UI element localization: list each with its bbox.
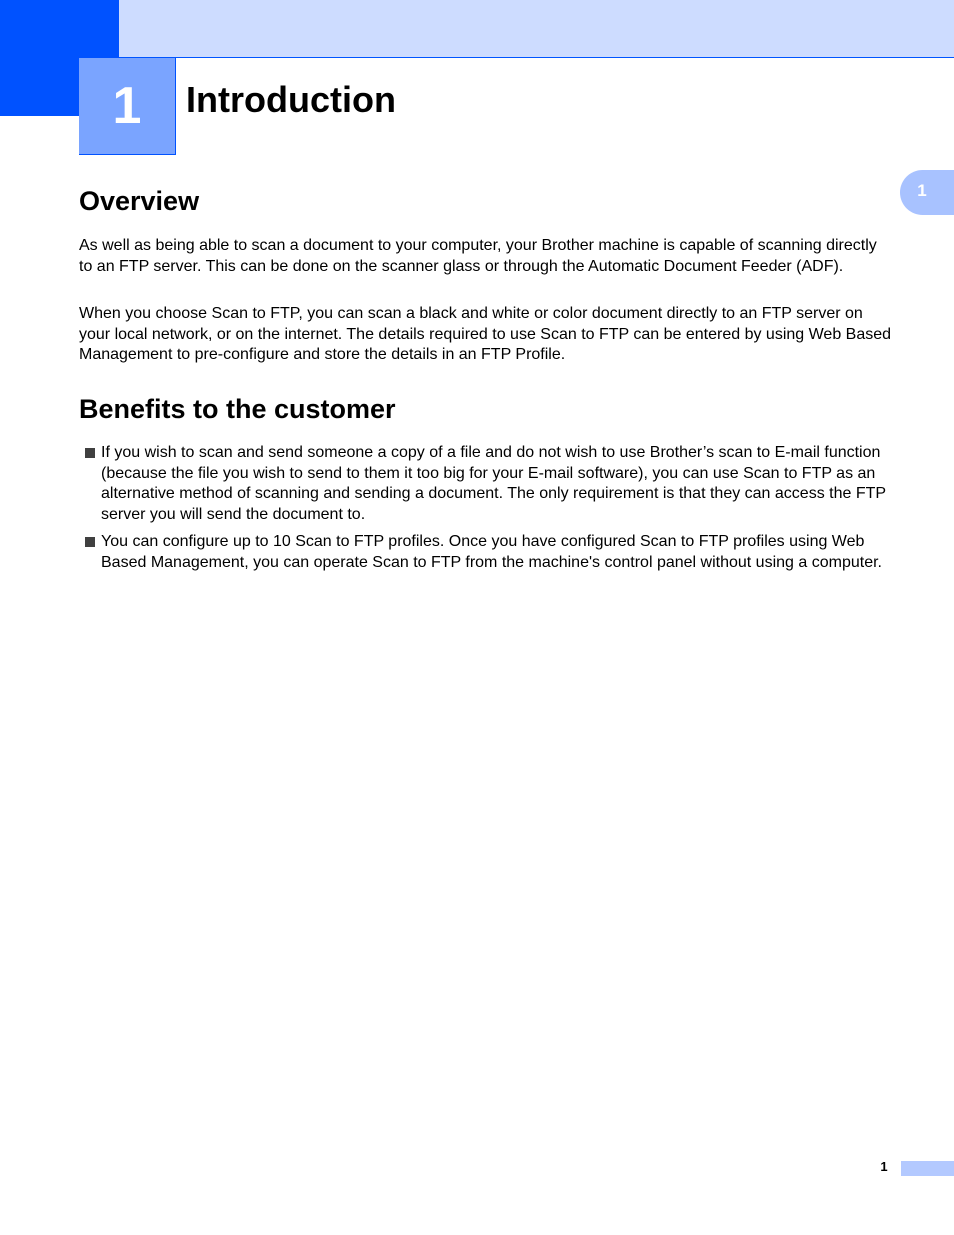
overview-paragraph-2: When you choose Scan to FTP, you can scan a black and white or color document directly to an FTP server on your local network, or on the internet. The details required to use Scan to FTP can be entered by using Web Based Management to pre-configure and store the details in an FTP Profile. <box>79 305 892 363</box>
page-number: 1 <box>880 1159 888 1174</box>
chapter-side-tab <box>900 170 954 215</box>
square-bullet-icon <box>85 537 95 547</box>
chapter-title: Introduction <box>186 79 396 120</box>
chapter-number: 1 <box>112 77 142 135</box>
benefits-item-text: You can configure up to 10 Scan to FTP profiles. Once you have configured Scan to FTP profiles using Web Based Management, you can operate Scan to FTP from the machine's control panel without using a computer. <box>101 533 882 571</box>
benefits-heading: Benefits to the customer <box>79 394 396 424</box>
overview-paragraph-1: As well as being able to scan a document to your computer, your Brother machine is capable of scanning directly to an FTP server. This can be done on the scanner glass or through the Automatic Document Feeder (ADF). <box>79 237 877 275</box>
benefits-item-text: If you wish to scan and send someone a copy of a file and do not wish to use Brother’s scan to E-mail function (because the file you wish to send to them it too big for your E-mail software), you can use Scan to FTP as an alternative method of scanning and sending a document. The only requirement is that they can access the FTP server you will send the document to. <box>101 444 886 523</box>
side-tab-label: 1 <box>917 181 927 200</box>
footer-tab <box>901 1161 954 1176</box>
chapter-number-box <box>79 58 176 155</box>
header-band <box>0 0 954 58</box>
overview-heading: Overview <box>79 186 200 216</box>
square-bullet-icon <box>85 448 95 458</box>
